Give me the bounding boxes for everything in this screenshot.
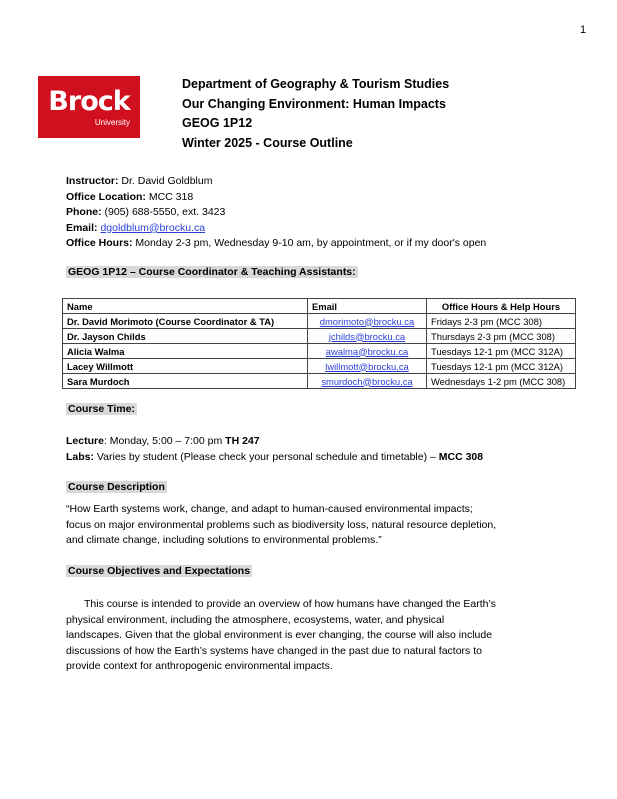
lecture-value: : Monday, 5:00 – 7:00 pm: [103, 435, 226, 447]
table-header-row: [63, 299, 576, 314]
labs-value: Varies by student (Please check your personal schedule and timetable) –: [94, 450, 439, 463]
staff-email-link[interactable]: jchilds@brocku.ca: [328, 330, 406, 342]
email-line: [66, 221, 486, 237]
office-hours-value: Monday 2-3 pm, Wednesday 9-10 am, by appointment, or if my door's open: [132, 237, 487, 250]
course-name-title: Our Changing Environment: Human Impacts: [182, 96, 446, 111]
labs-line: [66, 450, 483, 466]
staff-name: Lacey Willmott: [63, 359, 308, 374]
course-objectives-heading: Course Objectives and Expectations: [68, 565, 251, 577]
objectives-line: landscapes. Given that the global environment is ever changing, the course will also include: [66, 629, 493, 642]
table-row: [63, 329, 576, 344]
instructor-label: Instructor:: [66, 175, 119, 187]
description-line: “How Earth systems work, change, and adapt to human-caused environmental impacts;: [66, 503, 473, 515]
lecture-line: [66, 434, 483, 450]
staff-hours: Fridays 2-3 pm (MCC 308): [427, 314, 576, 329]
staff-email-link[interactable]: smurdoch@brocku.ca: [321, 375, 413, 387]
instructor-value: Dr. David Goldblum: [118, 175, 213, 187]
staff-heading: GEOG 1P12 – Course Coordinator & Teaching Assistants:: [68, 266, 356, 278]
course-description-text: [66, 502, 496, 549]
phone-label: Phone:: [66, 206, 102, 219]
staff-name: Dr. Jayson Childs: [63, 329, 308, 344]
lecture-room: TH 247: [225, 435, 260, 447]
email-column-header: Email: [308, 299, 427, 314]
email-label: Email:: [66, 221, 98, 234]
description-line: focus on major environmental problems such as biodiversity loss, natural resource depletion,: [66, 518, 497, 531]
page-number: 1: [580, 24, 587, 36]
staff-hours: Wednesdays 1-2 pm (MCC 308): [427, 374, 576, 389]
staff-email-link[interactable]: lwillmott@brocku.ca: [325, 360, 409, 372]
lecture-label: Lecture: [66, 435, 104, 447]
staff-hours: Tuesdays 12-1 pm (MCC 312A): [427, 344, 576, 359]
instructor-line: [66, 174, 486, 190]
course-time-heading: Course Time:: [68, 403, 135, 415]
office-value: MCC 318: [145, 190, 194, 203]
brock-university-logo: [38, 76, 140, 138]
course-description-heading: Course Description: [68, 481, 165, 493]
course-time-block: [66, 434, 483, 465]
instructor-info: [66, 174, 486, 252]
term-title: Winter 2025 - Course Outline: [182, 135, 353, 150]
office-label: Office Location:: [66, 190, 146, 203]
labs-label: Labs:: [66, 450, 95, 463]
office-hours-label: Office Hours:: [66, 237, 133, 250]
department-title: Department of Geography & Tourism Studies: [182, 77, 450, 91]
hours-column-header: Office Hours & Help Hours: [427, 299, 576, 314]
table-row: [63, 314, 576, 329]
staff-hours: Tuesdays 12-1 pm (MCC 312A): [427, 359, 576, 374]
logo-wordmark: Brock: [48, 86, 130, 117]
objectives-line: physical environment, including the atmosphere, ecosystems, water, and physical: [66, 613, 445, 626]
staff-email-link[interactable]: dmorimoto@brocku.ca: [319, 315, 415, 327]
objectives-line: discussions of how the Earth’s systems have changed in the past due to natural factors to: [66, 644, 482, 657]
description-line: and climate change, including solutions to environmental problems.”: [66, 534, 382, 547]
phone-value: (905) 688-5550, ext. 3423: [101, 206, 226, 219]
staff-name: Sara Murdoch: [63, 374, 308, 389]
course-code-title: GEOG 1P12: [182, 116, 253, 130]
office-line: [66, 190, 486, 206]
staff-email-link[interactable]: awalma@brocku.ca: [325, 345, 409, 357]
instructor-email-link[interactable]: dgoldblum@brocku.ca: [100, 221, 206, 234]
staff-table: [62, 298, 576, 389]
phone-line: [66, 205, 486, 221]
office-hours-line: [66, 236, 486, 252]
logo-subtitle: University: [94, 118, 130, 127]
staff-name: Alicia Walma: [63, 344, 308, 359]
objectives-line: provide context for anthropogenic environmental impacts.: [66, 660, 333, 673]
table-row: [63, 359, 576, 374]
labs-room: MCC 308: [438, 450, 484, 463]
table-row: [63, 344, 576, 359]
staff-hours: Thursdays 2-3 pm (MCC 308): [427, 329, 576, 344]
staff-name: Dr. David Morimoto (Course Coordinator & TA): [63, 314, 308, 329]
course-objectives-text: [66, 597, 496, 675]
objectives-line: This course is intended to provide an overview of how humans have changed the Earth’s: [84, 598, 496, 610]
name-column-header: Name: [63, 299, 308, 314]
document-title-block: [182, 75, 449, 153]
table-row: [63, 374, 576, 389]
